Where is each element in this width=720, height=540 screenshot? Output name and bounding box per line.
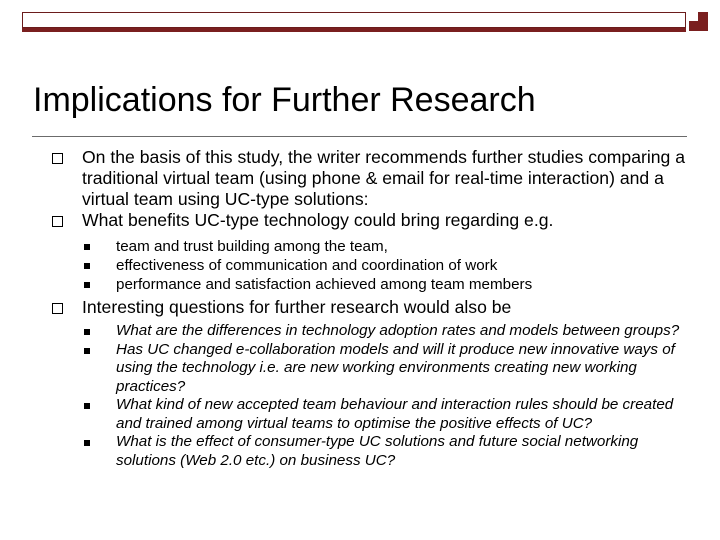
sub-bullet-text: effectiveness of communication and coordination of work (116, 257, 498, 274)
corner-square-inner (689, 12, 699, 22)
filled-square-bullet-icon (84, 440, 90, 446)
title-divider (32, 136, 687, 137)
sub-bullet-item (50, 433, 700, 470)
hollow-square-bullet-icon (52, 216, 63, 227)
filled-square-bullet-icon (84, 329, 90, 335)
filled-square-bullet-icon (84, 263, 90, 269)
sub-bullet-text: What are the differences in technology adoption rates and models between groups? (116, 322, 680, 339)
sub-bullet-item (50, 275, 700, 294)
bullet-item (50, 210, 700, 231)
sub-bullet-text: Has UC changed e-collaboration models and will it produce new innovative ways of using the technology i.e. are new working environments creating new working practices? (116, 340, 675, 395)
hollow-square-bullet-icon (52, 303, 63, 314)
filled-square-bullet-icon (84, 348, 90, 354)
sub-bullet-item (50, 341, 700, 397)
sub-bullet-item (50, 322, 700, 341)
header-accent-line (22, 28, 686, 32)
sub-bullet-text: team and trust building among the team, (116, 238, 388, 255)
bullet-text: Interesting questions for further research would also be (82, 297, 512, 317)
bullet-text: On the basis of this study, the writer recommends further studies comparing a traditional virtual team (using phone & email for real-time interaction) and a virtual team using UC-type solutions: (82, 147, 686, 209)
header-grid-band (22, 12, 686, 28)
sub-bullet-text: What is the effect of consumer-type UC solutions and future social networking solutions (Web 2.0 etc.) on business UC? (116, 433, 639, 469)
bullet-item (50, 297, 700, 318)
filled-square-bullet-icon (84, 244, 90, 250)
hollow-square-bullet-icon (52, 153, 63, 164)
sub-bullet-text: What kind of new accepted team behaviour and interaction rules should be created and trained among virtual teams to optimise the positive effects of UC? (116, 396, 674, 432)
filled-square-bullet-icon (84, 403, 90, 409)
sub-bullet-item (50, 237, 700, 256)
sub-bullet-item (50, 256, 700, 275)
sub-bullet-text: performance and satisfaction achieved among team members (116, 276, 533, 293)
filled-square-bullet-icon (84, 282, 90, 288)
slide-title: Implications for Further Research (33, 81, 536, 119)
slide-content (50, 147, 700, 470)
bullet-text: What benefits UC-type technology could bring regarding e.g. (82, 210, 554, 230)
bullet-item (50, 147, 700, 210)
header-decoration (0, 0, 720, 41)
sub-bullet-item (50, 396, 700, 433)
